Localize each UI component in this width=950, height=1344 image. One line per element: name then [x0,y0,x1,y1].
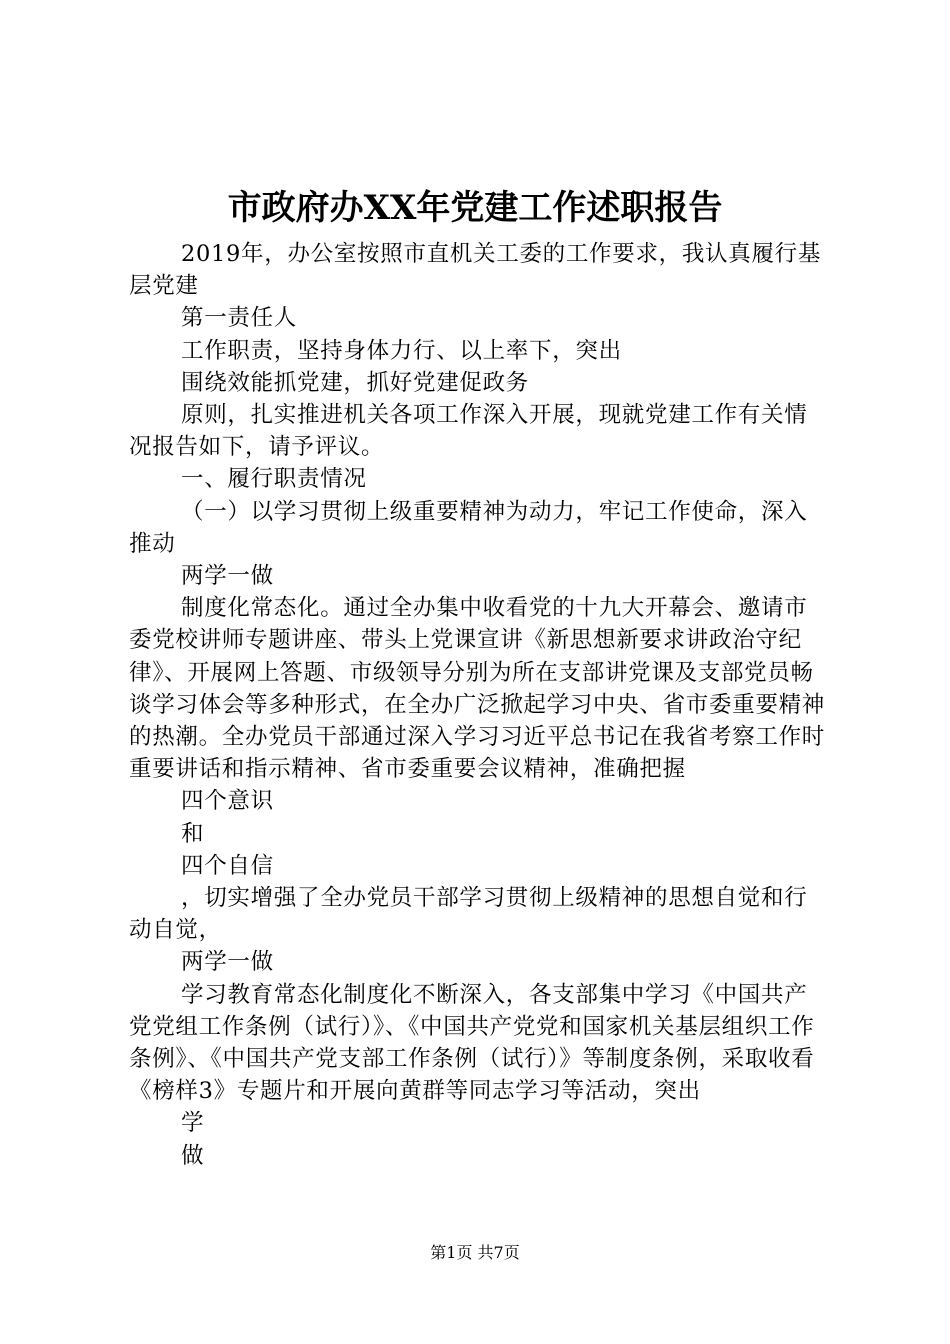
paragraph-12: 四个自信 [181,852,274,879]
paragraph-9: 制度化常态化。通过全办集中收看党的十九大开幕会、邀请市委党校讲师专题讲座、带头上党课宣讲《新思想新要求讲政治守纪律》、开展网上答题、市级领导分别为所在支部讲党课及支部党员畅谈学习体会等多种形式，在全办广泛掀起学习中央、省市委重要精神的热潮。全办党员干部通过深入学习习近平总书记在我省考察工作时重要讲话和指示精神、省市委重要会议精神，准确把握 [129,595,826,783]
paragraph-17: 做 [181,1142,205,1169]
paragraph-13: ，切实增强了全办党员干部学习贯彻上级精神的思想自觉和行动自觉， [129,885,808,944]
paragraph-8: 两学一做 [181,563,274,590]
page-footer: 第1页 共7页 [430,1243,520,1262]
paragraph-1: 2019年，办公室按照市直机关工委的工作要求，我认真履行基层党建 [129,241,822,300]
paragraph-11: 和 [181,820,205,847]
paragraph-5: 原则，扎实推进机关各项工作深入开展，现就党建工作有关情况报告如下，请予评议。 [129,402,808,461]
section-heading-1: 一、履行职责情况 [181,466,367,493]
paragraph-7: （一）以学习贯彻上级重要精神为动力，牢记工作使命，深入推动 [129,498,808,557]
paragraph-14: 两学一做 [181,949,274,976]
document-body [129,238,829,1172]
paragraph-2: 第一责任人 [181,305,298,332]
paragraph-3: 工作职责，坚持身体力行、以上率下，突出 [181,337,622,364]
paragraph-4: 围绕效能抓党建，抓好党建促政务 [181,369,530,396]
paragraph-10: 四个意识 [181,788,274,815]
document-title: 市政府办XX年党建工作述职报告 [227,188,723,228]
paragraph-16: 学 [181,1110,205,1137]
paragraph-15: 学习教育常态化制度化不断深入，各支部集中学习《中国共产党党组工作条例（试行）》、《中国共产党党和国家机关基层组织工作条例》、《中国共产党支部工作条例（试行）》等制度条例，采取收看《榜样3》专题片和开展向黄群等同志学习等活动，突出 [129,981,815,1105]
